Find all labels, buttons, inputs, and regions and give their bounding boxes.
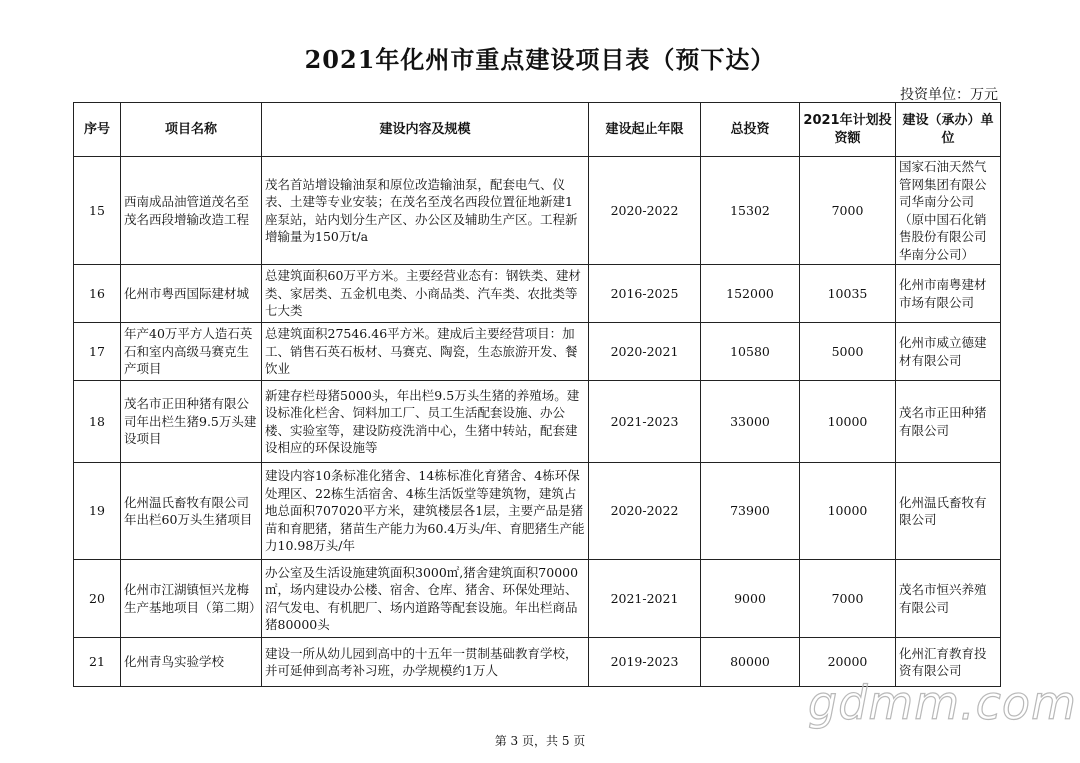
- cell-unit: 化州温氏畜牧有限公司: [896, 463, 1001, 560]
- cell-period: 2021-2023: [589, 381, 701, 463]
- cell-plan-2021: 7000: [800, 560, 896, 638]
- table-header-row: [74, 103, 1001, 157]
- cell-project-name: 化州市江湖镇恒兴龙梅生产基地项目（第二期）: [121, 560, 262, 638]
- watermark: gdmm.com: [808, 676, 1077, 730]
- cell-serial: 19: [74, 463, 121, 560]
- header-total-investment: 总投资: [701, 103, 800, 157]
- cell-unit: 茂名市正田种猪有限公司: [896, 381, 1001, 463]
- cell-unit: 化州汇育教育投资有限公司: [896, 638, 1001, 687]
- cell-total: 10580: [701, 323, 800, 381]
- table-row: [74, 157, 1001, 265]
- cell-plan-2021: 7000: [800, 157, 896, 265]
- cell-project-name: 化州市粤西国际建材城: [121, 265, 262, 323]
- cell-project-name: 茂名市正田种猪有限公司年出栏生猪9.5万头建设项目: [121, 381, 262, 463]
- cell-project-name: 西南成品油管道茂名至茂名西段增输改造工程: [121, 157, 262, 265]
- cell-content: 建设内容10条标准化猪舍、14栋标准化育猪舍、4栋环保处理区、22栋生活宿舍、4栋生活饭堂等建筑物，建筑占地总面积707020平方米，建筑楼层各1层，主要产品是猪苗和育肥猪，猪苗生产能力为60.4万头/年、育肥猪生产能力10.98万头/年: [262, 463, 589, 560]
- cell-total: 9000: [701, 560, 800, 638]
- investment-unit-note: 投资单位：万元: [900, 87, 998, 103]
- cell-period: 2020-2022: [589, 157, 701, 265]
- cell-plan-2021: 10000: [800, 381, 896, 463]
- table-row: [74, 323, 1001, 381]
- document-title: 2021年化州市重点建设项目表（预下达）: [304, 45, 776, 74]
- cell-serial: 15: [74, 157, 121, 265]
- cell-content: 总建筑面积27546.46平方米。建成后主要经营项目：加工、销售石英石板材、马赛克、陶瓷，生态旅游开发、餐饮业: [262, 323, 589, 381]
- table-row: [74, 560, 1001, 638]
- table-row: [74, 265, 1001, 323]
- cell-period: 2021-2021: [589, 560, 701, 638]
- header-content-scale: 建设内容及规模: [262, 103, 589, 157]
- cell-content: 办公室及生活设施建筑面积3000㎡,猪舍建筑面积70000㎡，场内建设办公楼、宿舍、仓库、猪舍、环保处理站、沼气发电、有机肥厂、场内道路等配套设施。年出栏商品猪80000头: [262, 560, 589, 638]
- cell-content: 新建存栏母猪5000头，年出栏9.5万头生猪的养殖场。建设标准化栏舍、饲料加工厂、员工生活配套设施、办公楼、实验室等，建设防疫洗消中心，生猪中转站，配套建设相应的环保设施等: [262, 381, 589, 463]
- cell-serial: 16: [74, 265, 121, 323]
- header-serial: 序号: [74, 103, 121, 157]
- cell-total: 15302: [701, 157, 800, 265]
- cell-serial: 21: [74, 638, 121, 687]
- cell-total: 152000: [701, 265, 800, 323]
- cell-serial: 17: [74, 323, 121, 381]
- project-table: [73, 102, 1001, 687]
- header-project-name: 项目名称: [121, 103, 262, 157]
- cell-plan-2021: 5000: [800, 323, 896, 381]
- table-row: [74, 381, 1001, 463]
- cell-period: 2020-2021: [589, 323, 701, 381]
- cell-unit: 化州市威立德建材有限公司: [896, 323, 1001, 381]
- cell-period: 2020-2022: [589, 463, 701, 560]
- cell-plan-2021: 10035: [800, 265, 896, 323]
- cell-total: 80000: [701, 638, 800, 687]
- cell-project-name: 年产40万平方人造石英石和室内高级马赛克生产项目: [121, 323, 262, 381]
- page-footer: 第 3 页，共 5 页: [494, 734, 586, 748]
- header-period: 建设起止年限: [589, 103, 701, 157]
- cell-content: 总建筑面积60万平方米。主要经营业态有：钢铁类、建材类、家居类、五金机电类、小商品类、汽车类、农批类等七大类: [262, 265, 589, 323]
- cell-content: 建设一所从幼儿园到高中的十五年一贯制基础教育学校，并可延伸到高考补习班，办学规模约1万人: [262, 638, 589, 687]
- cell-serial: 20: [74, 560, 121, 638]
- cell-project-name: 化州青鸟实验学校: [121, 638, 262, 687]
- cell-unit: 国家石油天然气管网集团有限公司华南分公司（原中国石化销售股份有限公司华南分公司）: [896, 157, 1001, 265]
- cell-content: 茂名首站增设输油泵和原位改造输油泵，配套电气、仪表、土建等专业安装；在茂名至茂名西段位置征地新建1座泵站，站内划分生产区、办公区及辅助生产区。工程新增输量为150万t/a: [262, 157, 589, 265]
- cell-total: 73900: [701, 463, 800, 560]
- cell-plan-2021: 10000: [800, 463, 896, 560]
- header-2021-plan: 2021年计划投资额: [800, 103, 896, 157]
- cell-total: 33000: [701, 381, 800, 463]
- cell-unit: 化州市南粤建材市场有限公司: [896, 265, 1001, 323]
- cell-project-name: 化州温氏畜牧有限公司年出栏60万头生猪项目: [121, 463, 262, 560]
- cell-serial: 18: [74, 381, 121, 463]
- table-row: [74, 463, 1001, 560]
- header-unit: 建设（承办）单位: [896, 103, 1001, 157]
- cell-period: 2019-2023: [589, 638, 701, 687]
- cell-unit: 茂名市恒兴养殖有限公司: [896, 560, 1001, 638]
- cell-period: 2016-2025: [589, 265, 701, 323]
- cell-plan-2021: 20000: [800, 638, 896, 687]
